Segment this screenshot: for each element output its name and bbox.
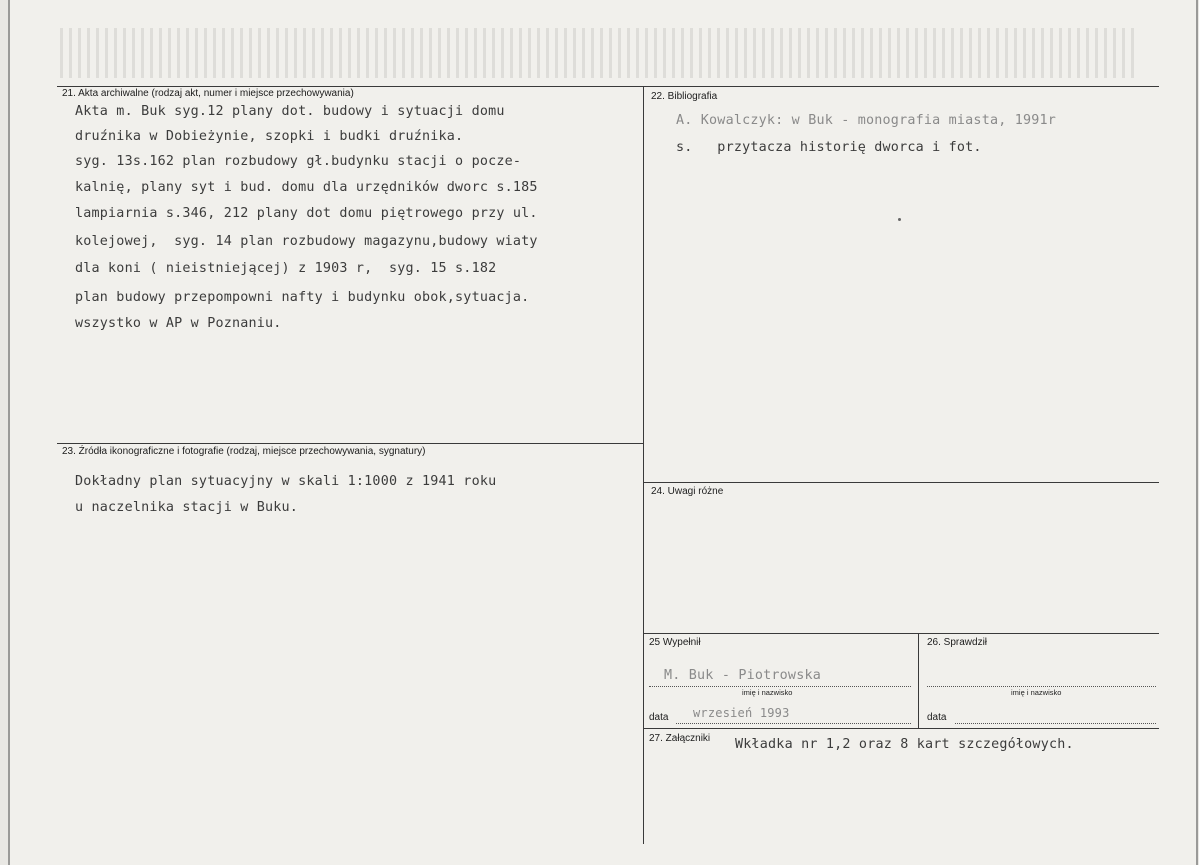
date-label: data (927, 712, 947, 723)
divider-21-23 (57, 443, 643, 444)
top-rule (57, 86, 1159, 87)
iconographic-line: u naczelnika stacji w Buku. (75, 500, 299, 515)
name-caption: imię i nazwisko (742, 688, 793, 697)
archive-line: wszystko w AP w Poznaniu. (75, 316, 282, 331)
archive-line: lampiarnia s.346, 212 plany dot domu piętrowego przy ul. (75, 206, 538, 221)
name-underline (927, 686, 1156, 687)
section-27-label: 27. Załączniki (649, 733, 711, 744)
date-underline (676, 723, 911, 724)
section-24-label: 24. Uwagi różne (651, 486, 724, 497)
ink-speck (898, 218, 901, 221)
filled-date: wrzesień 1993 (693, 706, 790, 720)
archive-line: kolejowej, syg. 14 plan rozbudowy magazynu,budowy wiaty (75, 234, 538, 249)
date-underline (955, 723, 1156, 724)
archive-line: syg. 13s.162 plan rozbudowy gł.budynku stacji o pocze- (75, 154, 522, 169)
attachments-text: Wkładka nr 1,2 oraz 8 kart szczegółowych. (735, 737, 1074, 752)
date-label: data (649, 712, 669, 723)
archive-line: Akta m. Buk syg.12 plany dot. budowy i sytuacji domu (75, 104, 505, 119)
section-26-label: 26. Sprawdził (927, 637, 988, 648)
center-divider (643, 86, 644, 844)
section-22-label: 22. Bibliografia (651, 91, 718, 102)
archive-line: kalnię, plany syt i bud. domu dla urzędników dworc s.185 (75, 180, 538, 195)
iconographic-line: Dokładny plan sytuacyjny w skali 1:1000 z 1941 roku (75, 474, 497, 489)
archive-line: plan budowy przepompowni nafty i budynku obok,sytuacja. (75, 290, 530, 305)
divider-25-26 (918, 633, 919, 728)
divider-25-27 (643, 728, 1159, 729)
section-21-label: 21. Akta archiwalne (rodzaj akt, numer i miejsce przechowywania) (62, 88, 354, 99)
bibliography-line: A. Kowalczyk: w Buk - monografia miasta, 1991r (676, 113, 1057, 128)
bleed-through-text (60, 28, 1140, 78)
archive-line: druźnika w Dobieżynie, szopki i budki druźnika. (75, 129, 464, 144)
name-underline (649, 686, 911, 687)
archive-line: dla koni ( nieistniejącej) z 1903 r, syg. 15 s.182 (75, 261, 497, 276)
filled-by-name: M. Buk - Piotrowska (664, 668, 821, 683)
name-caption: imię i nazwisko (1011, 688, 1062, 697)
divider-24-25 (643, 633, 1159, 634)
section-25-label: 25 Wypełnił (649, 637, 701, 648)
bibliography-line: s. przytacza historię dworca i fot. (676, 140, 982, 155)
section-23-label: 23. Źródła ikonograficzne i fotografie (rodzaj, miejsce przechowywania, sygnatury) (62, 446, 426, 457)
divider-22-24 (643, 482, 1159, 483)
